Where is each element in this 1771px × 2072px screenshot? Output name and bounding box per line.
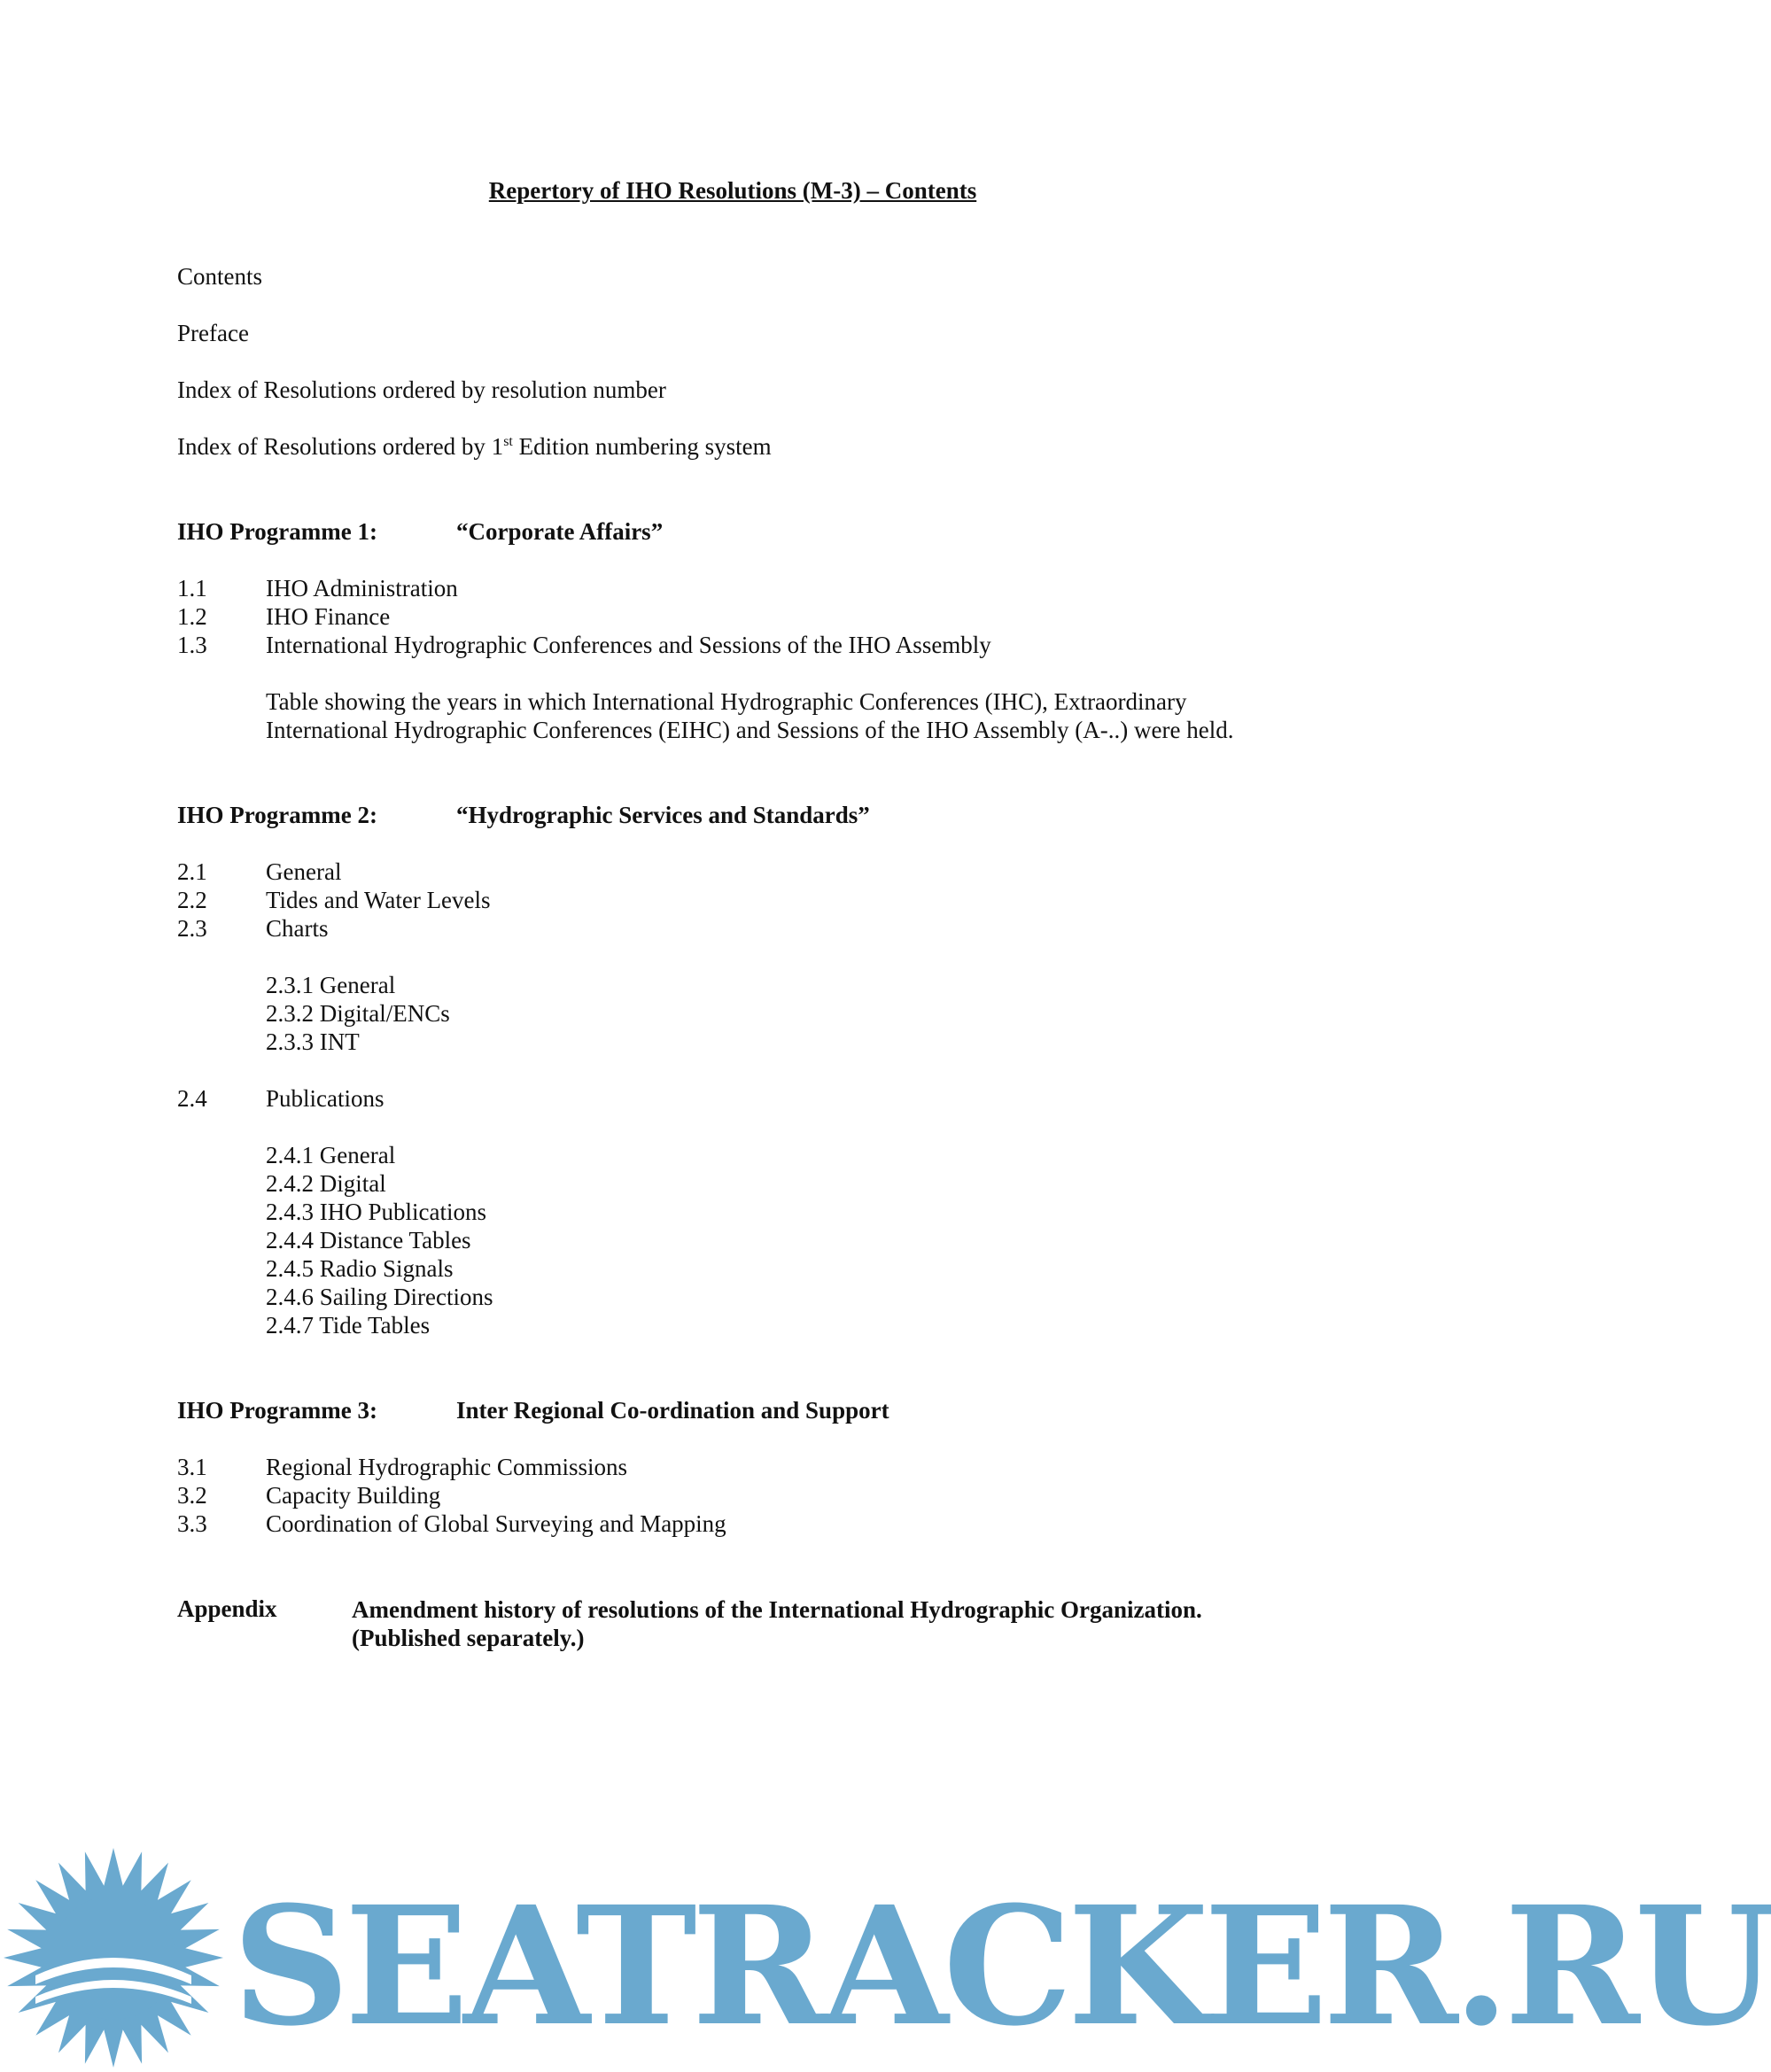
section-number: 1.1 bbox=[177, 575, 207, 601]
subsection-item: 2.3.1 General bbox=[266, 972, 396, 998]
subsection-item: 2.4.1 General bbox=[266, 1142, 396, 1168]
section-number: 1.2 bbox=[177, 603, 207, 630]
subsection-item: 2.4.4 Distance Tables bbox=[266, 1227, 471, 1253]
section-number: 3.3 bbox=[177, 1510, 207, 1537]
programme2-heading: IHO Programme 2: bbox=[177, 802, 377, 828]
section-label: Coordination of Global Surveying and Mapping bbox=[266, 1510, 726, 1537]
index-edition-tail: Edition numbering system bbox=[512, 433, 772, 460]
section-number: 2.2 bbox=[177, 887, 207, 913]
subsection-item: 2.4.7 Tide Tables bbox=[266, 1312, 431, 1339]
watermark-text: SEATRACKER.RU bbox=[232, 1871, 1771, 2062]
front-matter-index-edition bbox=[177, 433, 772, 461]
index-edition-sup: st bbox=[503, 434, 513, 449]
section-number: 1.3 bbox=[177, 632, 207, 658]
section-label: Tides and Water Levels bbox=[266, 887, 491, 913]
section-number: 3.2 bbox=[177, 1482, 207, 1509]
page-title: Repertory of IHO Resolutions (M-3) – Contents bbox=[488, 177, 977, 204]
subsection-item: 2.4.3 IHO Publications bbox=[266, 1199, 486, 1225]
front-matter-preface: Preface bbox=[177, 320, 249, 346]
section-number: 3.1 bbox=[177, 1454, 207, 1480]
section-number: 2.3 bbox=[177, 915, 207, 942]
section-label: General bbox=[266, 858, 342, 885]
index-edition-text: Index of Resolutions ordered by 1 bbox=[177, 433, 504, 460]
appendix-line1: Amendment history of resolutions of the International Hydrographic Organization. bbox=[352, 1596, 1202, 1623]
section-number: 2.4 bbox=[177, 1085, 207, 1112]
appendix-heading: Appendix bbox=[177, 1595, 277, 1622]
programme1-heading: IHO Programme 1: bbox=[177, 518, 377, 545]
programme1-note-line1: Table showing the years in which International Hydrographic Conferences (IHC), Extraordinary bbox=[266, 688, 1187, 715]
subsection-item: 2.4.2 Digital bbox=[266, 1170, 386, 1197]
subsection-item: 2.4.5 Radio Signals bbox=[266, 1255, 454, 1282]
front-matter-contents: Contents bbox=[177, 263, 263, 290]
appendix-line2: (Published separately.) bbox=[352, 1625, 585, 1651]
programme1-note-line2: International Hydrographic Conferences (EIHC) and Sessions of the IHO Assembly (A-..) were held. bbox=[266, 717, 1234, 743]
subsection-item: 2.3.3 INT bbox=[266, 1028, 360, 1055]
section-label: Regional Hydrographic Commissions bbox=[266, 1454, 627, 1480]
section-label: IHO Administration bbox=[266, 575, 458, 601]
programme3-heading: IHO Programme 3: bbox=[177, 1397, 377, 1424]
front-matter-index-number: Index of Resolutions ordered by resolution number bbox=[177, 376, 666, 403]
section-number: 2.1 bbox=[177, 858, 207, 885]
section-label: IHO Finance bbox=[266, 603, 391, 630]
programme3-name: Inter Regional Co-ordination and Support bbox=[456, 1397, 889, 1424]
programme1-name: “Corporate Affairs” bbox=[456, 518, 664, 545]
section-label: International Hydrographic Conferences and Sessions of the IHO Assembly bbox=[266, 632, 991, 658]
sun-icon bbox=[4, 1848, 223, 2068]
section-label: Charts bbox=[266, 915, 329, 942]
section-label: Capacity Building bbox=[266, 1482, 441, 1509]
programme2-name: “Hydrographic Services and Standards” bbox=[456, 802, 870, 828]
section-label: Publications bbox=[266, 1085, 384, 1112]
appendix-text bbox=[352, 1595, 1202, 1652]
subsection-item: 2.4.6 Sailing Directions bbox=[266, 1284, 493, 1310]
subsection-item: 2.3.2 Digital/ENCs bbox=[266, 1000, 450, 1027]
